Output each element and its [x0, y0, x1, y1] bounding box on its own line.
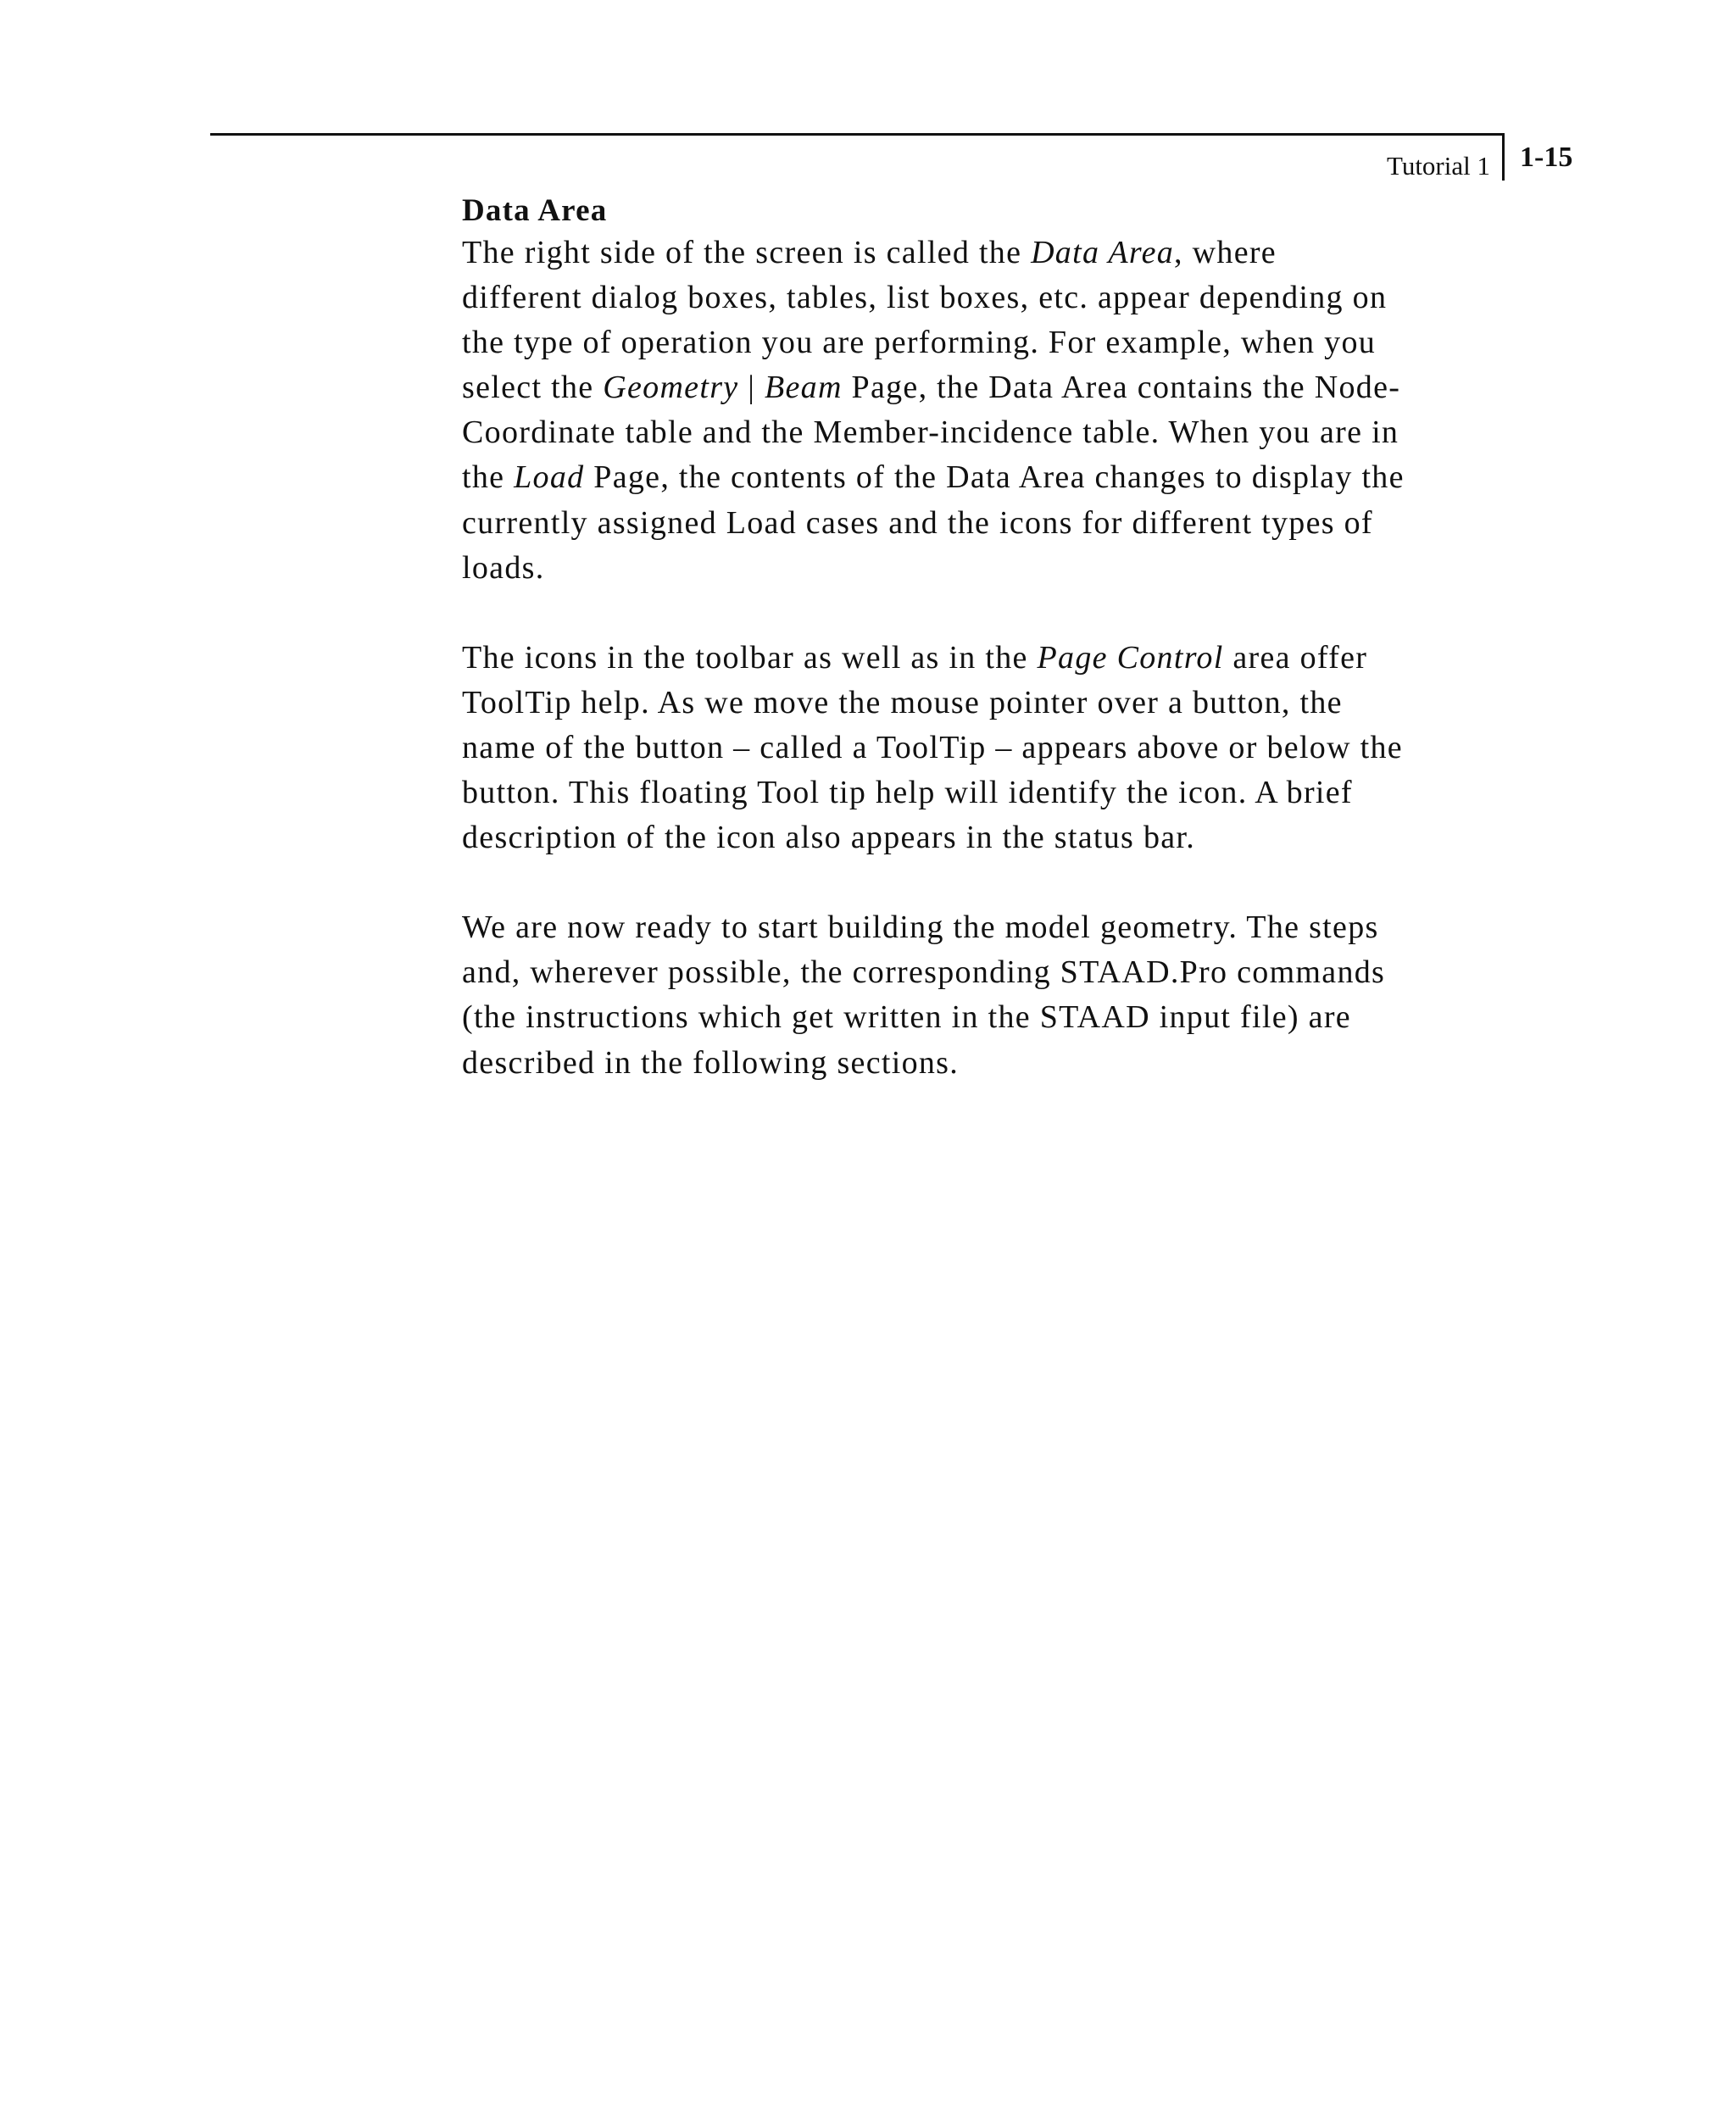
text-run: area offer [1223, 639, 1368, 676]
text-run: ToolTip help. As we move the mouse pointer over a button, the [462, 684, 1343, 720]
text-line [462, 636, 1513, 681]
text-run: Page, the contents of the Data Area changes to display the [584, 459, 1405, 496]
text-run: button. This floating Tool tip help will identify the icon. A brief [462, 775, 1353, 811]
text-line [462, 320, 1513, 365]
italic-term: Load [514, 459, 585, 496]
text-run: , where [1174, 235, 1277, 270]
header-rule [210, 133, 1504, 136]
text-line [462, 501, 1513, 546]
text-line [462, 455, 1513, 500]
header-tick [1502, 133, 1505, 181]
text-run: select the [462, 370, 604, 406]
text-line [462, 770, 1513, 815]
text-line [462, 546, 1513, 591]
text-run: the type of operation you are performing. For example, when you [462, 325, 1377, 361]
text-run: the [462, 459, 515, 496]
paragraph [462, 231, 1513, 591]
page-number: 1-15 [1520, 142, 1573, 173]
paragraph [462, 636, 1513, 860]
text-run: We are now ready to start building the model geometry. The steps [462, 909, 1379, 946]
text-line [462, 905, 1513, 950]
text-run: The icons in the toolbar as well as in the [462, 639, 1038, 676]
text-line [462, 950, 1513, 995]
text-line [462, 231, 1513, 275]
text-run: | [738, 370, 765, 406]
italic-term: Geometry [603, 370, 739, 406]
page-content [462, 192, 1513, 1086]
text-run: Page, the Data Area contains the Node- [842, 370, 1401, 406]
text-line [462, 365, 1513, 410]
text-line [462, 726, 1513, 770]
italic-term: Beam [764, 370, 843, 406]
text-line [462, 681, 1513, 726]
text-run: currently assigned Load cases and the icons for different types of [462, 504, 1373, 541]
text-run: name of the button – called a ToolTip – appears above or below the [462, 729, 1403, 765]
text-run: Coordinate table and the Member-incidence table. When you are in [462, 414, 1399, 451]
body-text [462, 231, 1513, 1086]
italic-term: Page Control [1037, 639, 1224, 676]
italic-term: Data Area [1031, 235, 1175, 270]
text-run: and, wherever possible, the corresponding STAAD.Pro commands [462, 954, 1386, 991]
text-line [462, 275, 1513, 320]
text-run: description of the icon also appears in the status bar. [462, 820, 1196, 856]
running-head: Tutorial 1 [1386, 151, 1490, 181]
text-run: loads. [462, 549, 545, 586]
section-heading: Data Area [462, 193, 608, 228]
text-line [462, 1041, 1513, 1086]
text-line [462, 995, 1513, 1040]
text-run: The right side of the screen is called the [462, 235, 1032, 270]
text-run: described in the following sections. [462, 1044, 960, 1081]
text-line [462, 410, 1513, 455]
text-run: different dialog boxes, tables, list boxes, etc. appear depending on [462, 280, 1388, 316]
text-line [462, 815, 1513, 860]
text-run: (the instructions which get written in the STAAD input file) are [462, 999, 1351, 1036]
paragraph [462, 905, 1513, 1085]
